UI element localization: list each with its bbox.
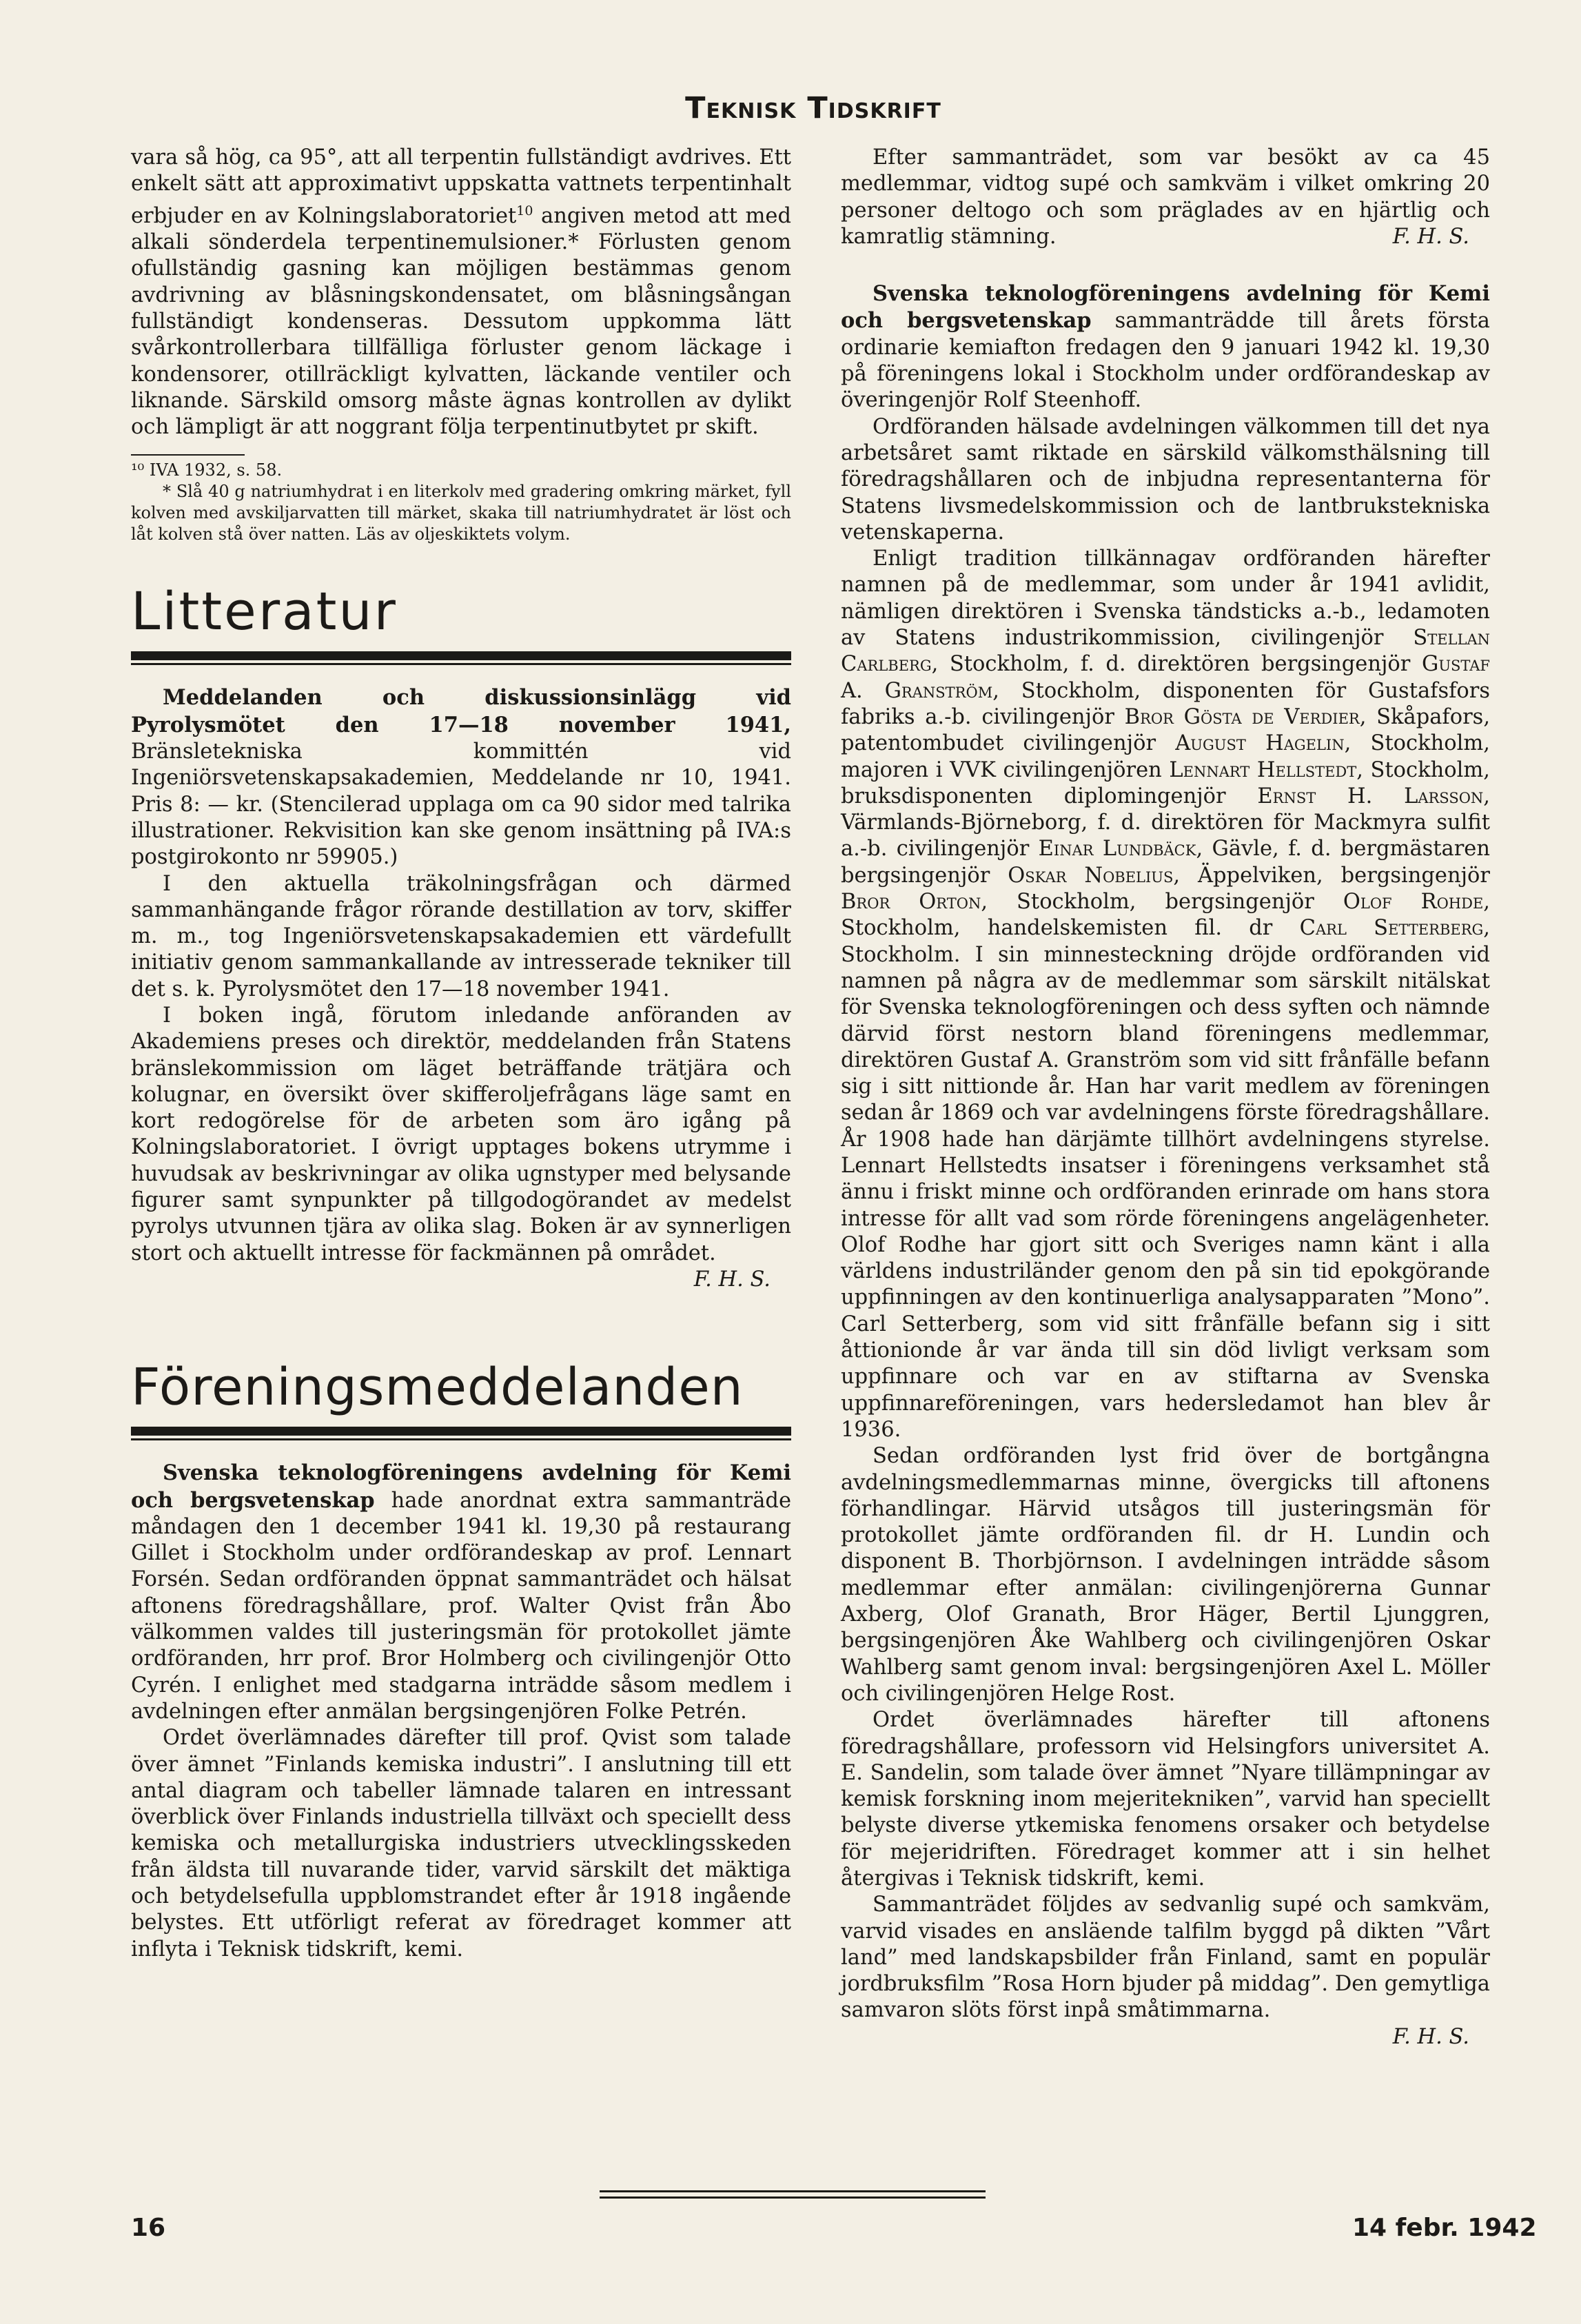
closing-paragraph: Sammanträdet följdes av sedvanlig supé och samkväm, varvid visades en ansläende talfilm byggd på dikten ”Vårt land” med landskapsbilder från Finland, samt en populär jordbruksfilm ”Rosa Horn bjuder på middag”. Den gemytliga samvaron slöts först inpå småtimmarna. F. H. S. <box>841 1892 1490 2050</box>
society-notice-1-end: Efter sammanträdet, som var besökt av ca 45 medlemmar, vidtog supé och samkväm i vilket omkring 20 personer deltogo och som präglades av en hjärtlig och kamratlig stämning. F. H. S. <box>841 145 1490 250</box>
footnote-rule <box>131 454 245 456</box>
society-notice-1-paragraph-2: Ordet överlämnades därefter till prof. Qvist som talade över ämnet ”Finlands kemiska industri”. I anslutning till ett antal diagram och tabeller lämnade talaren en intressant överblick över Finlands industriella tillväxt och speciellt dess kemiska och metallurgiska industriers utvecklingsskeden från äldsta till nuvarande tider, varvid särskilt det mäktiga och betydelsefulla uppblomstrandet efter år 1918 ingående belystes. Ett utförligt referat av föredraget kommer att inflyta i Teknisk tidskrift, kemi. <box>131 1726 791 1961</box>
spacer <box>841 250 1490 281</box>
signature: F. H. S. <box>1392 2024 1469 2049</box>
lecture-paragraph: Ordet överlämnades härefter till aftonens föredragshållare, professorn vid Helsingfors universitet A. E. Sandelin, som talade över ämnet ”Nyare tillämpningar av kemisk forskning inom mejeritekniken”, varvid han speciellt belyste diverse ytkemiska fenomens orsaker och betydelse för mejeridriften. Föredraget kommer att i sin helhet återgivas i Teknisk tidskrift, kemi. <box>841 1708 1490 1890</box>
literature-paragraph-2: I den aktuella träkolningsfrågan och därmed sammanhängande frågor rörande destillation av torv, skiffer m. m., tog Ingeniörsvetenskapsakademien ett värdefullt initiativ genom sammankallande av intresserade tekniker till det s. k. Pyrolysmötet den 17—18 november 1941. <box>131 871 791 1001</box>
heading-rule-heavy <box>131 651 791 660</box>
left-column <box>131 145 791 1963</box>
society-notice-2: Svenska teknologföreningens avdelning för Kemi och bergsvetenskap sammanträdde till årets första ordinarie kemiafton fredagen den 9 januari 1942 kl. 19,30 på föreningens lokal i Stockholm under ordförandeskap av överingenjör Rolf Steenhoff. <box>841 281 1490 413</box>
obituary-paragraph: Enligt tradition tillkännagav ordföranden härefter namnen på de medlemmar, som under år 1941 avlidit, nämligen direktören i Svenska tändsticks a.-b., ledamoten av Statens industrikommission, civilingenjör Stellan Carlberg, Stockholm, f. d. direktören bergsingenjör Gustaf A. Granström, Stockholm, disponenten för Gustafsfors fabriks a.-b. civilingenjör Bror Gösta de Verdier, Skåpafors, patentombudet civilingenjör August Hagelin, Stockholm, majoren i VVK civilingenjören Lennart Hellstedt, Stockholm, bruksdisponenten diplomingenjör Ernst H. Larsson, Värmlands-Björneborg, f. d. direktören för Mackmyra sulfit a.-b. civilingenjör Einar Lundbäck, Gävle, f. d. bergmästaren bergsingenjör Oskar Nobelius, Äppelviken, bergsingenjör Bror Orton, Stockholm, bergsingenjör Olof Rohde, Stockholm, handelskemisten fil. dr Carl Setterberg, Stockholm. I sin minnesteckning dröjde ordföranden vid namnen på några av de medlemmar som särskilt nitälskat för Svenska teknologföreningen och dess syften och nämnde därvid först nestorn bland föreningens medlemmar, direktören Gustaf A. Granström som vid sitt frånfälle befann sig i sitt nittionde år. Han har varit medlem av föreningen sedan år 1869 och var avdelningens förste föredragshållare. År 1908 hade han därjämte tillhört avdelningens styrelse. Lennart Hellstedts insatser i föreningens verksamhet stå ännu i friskt minne och ordföranden erinrade om hans stora intresse för allt vad som rörde föreningens angelägenheter. Olof Rodhe har gjort sitt och Sveriges namn känt i alla världens industriländer genom den på sin tid epokgörande uppfinningen av den kontinuerliga analysapparaten ”Mono”. Carl Setterberg, som vid sitt frånfälle befann sig i sitt åttionionde år var ända till sin död livligt verksam som uppfinnare och var en av stiftarna av Svenska uppfinnareföreningen, vars hedersledamot han blev år 1936. <box>841 547 1491 1442</box>
literature-paragraph-3: I boken ingå, förutom inledande anföranden av Akademiens preses och direktör, meddelanden från Statens bränslekommission om läget beträffande trätjära och kolugnar, en översikt över skifferoljefrågans läge samt en kort redogörelse för de arbeten som äro igång på Kolningslaboratoriet. I övrigt upptages bokens utrymme i huvudsak av beskrivningar av olika ugnstyper med belysande figurer samt synpunkter på tillgodogörandet av medelst pyrolys utvunnen tjära av olika slag. Boken är av synnerligen stort och aktuellt intresse för fackmännen på området. F. H. S. <box>131 1003 791 1293</box>
intro-paragraph: vara så hög, ca 95°, att all terpentin fullständigt avdrives. Ett enkelt sätt att approximativt uppskatta vattnets terpentinhalt erbjuder en av Kolningslaboratoriet$^{10}$ angiven metod att med alkali sönderdela terpentinemulsioner.* Förlusten genom ofullständig gasning kan möjligen bestämmas genom avdrivning av blåsningskondensatet, om blåsningsångan fullständigt kondenseras. Dessutom uppkomma lätt svårkontrollerbara tillfälliga förluster genom läckage i kondensorer, otillräckligt kylvatten, läckande ventiler och liknande. Särskild omsorg måste ägnas kontrollen av dylikt och lämpligt är att noggrant följa terpentinutbytet pr skift. <box>131 145 791 440</box>
footnote-10: ¹⁰ IVA 1932, s. 58. <box>131 460 283 480</box>
page-number: 16 <box>131 2214 166 2242</box>
signature: F. H. S. <box>693 1267 771 1292</box>
issue-date: 14 febr. 1942 <box>1352 2214 1537 2242</box>
heading-rule-heavy <box>131 1427 791 1436</box>
right-column <box>841 145 1490 2050</box>
footnote-asterisk: * Slå 40 g natriumhydrat i en literkolv med gradering omkring märket, fyll kolven med avskiljarvatten till märket, skaka till natriumhydratet är löst och låt kolven stå över natten. Läs av oljeskiktets volym. <box>131 482 791 544</box>
bottom-double-rule <box>600 2190 986 2199</box>
signature: F. H. S. <box>1392 224 1469 249</box>
heading-rule-thin <box>131 1438 791 1440</box>
society-notice-2-paragraph-2: Ordföranden hälsade avdelningen välkommen till det nya arbetsåret samt riktade en särskild välkomsthälsning till föredragshållaren och de inbjudna representanterna för Statens livsmedelskommission och de lantbrukstekniska vetenskaperna. <box>841 414 1490 544</box>
literature-entry: Meddelanden och diskussionsinlägg vid Pyrolysmötet den 17—18 november 1941, Bränsletekniska kommittén vid Ingeniörsvetenskapsakademien, Meddelande nr 10, 1941. Pris 8: — kr. (Stencilerad upplaga om ca 90 sidor med talrika illustrationer. Rekvisition kan ske genom insättning på IVA:s postgirokonto nr 59905.) <box>131 685 791 870</box>
society-notice-1: Svenska teknologföreningens avdelning för Kemi och bergsvetenskap hade anordnat extra sammanträde måndagen den 1 december 1941 kl. 19,30 på restaurang Gillet i Stockholm under ordförandeskap av prof. Lennart Forsén. Sedan ordföranden öppnat sammanträdet och hälsat aftonens föredragshållare, prof. Walter Qvist från Åbo välkommen valdes till justeringsmän för protokollet jämte ordföranden, hrr prof. Bror Holmberg och civilingenjör Otto Cyrén. I enlighet med stadgarna inträdde såsom medlem i avdelningen efter anmälan bergsingenjören Folke Petrén. <box>131 1460 791 1724</box>
section-heading-litteratur: Litteratur <box>131 580 398 642</box>
running-head: Teknisk Tidskrift <box>685 91 941 125</box>
meeting-proceedings: Sedan ordföranden lyst frid över de bortgångna avdelningsmedlemmarnas minne, övergicks till aftonens förhandlingar. Härvid utsågos till justeringsmän för protokollet jämte ordföranden fil. dr H. Lundin och disponent B. Thorbjörnson. I avdelningen inträdde såsom medlemmar efter anmälan: civilingenjörerna Gunnar Axberg, Olof Granath, Bror Häger, Bertil Ljunggren, bergsingenjören Åke Wahlberg och civilingenjören Oskar Wahlberg samt genom inval: bergsingenjören Axel L. Möller och civilingenjören Helge Rost. <box>841 1444 1490 1706</box>
heading-rule-thin <box>131 663 791 665</box>
section-heading-foreningsmeddelanden: Föreningsmeddelanden <box>131 1358 744 1418</box>
